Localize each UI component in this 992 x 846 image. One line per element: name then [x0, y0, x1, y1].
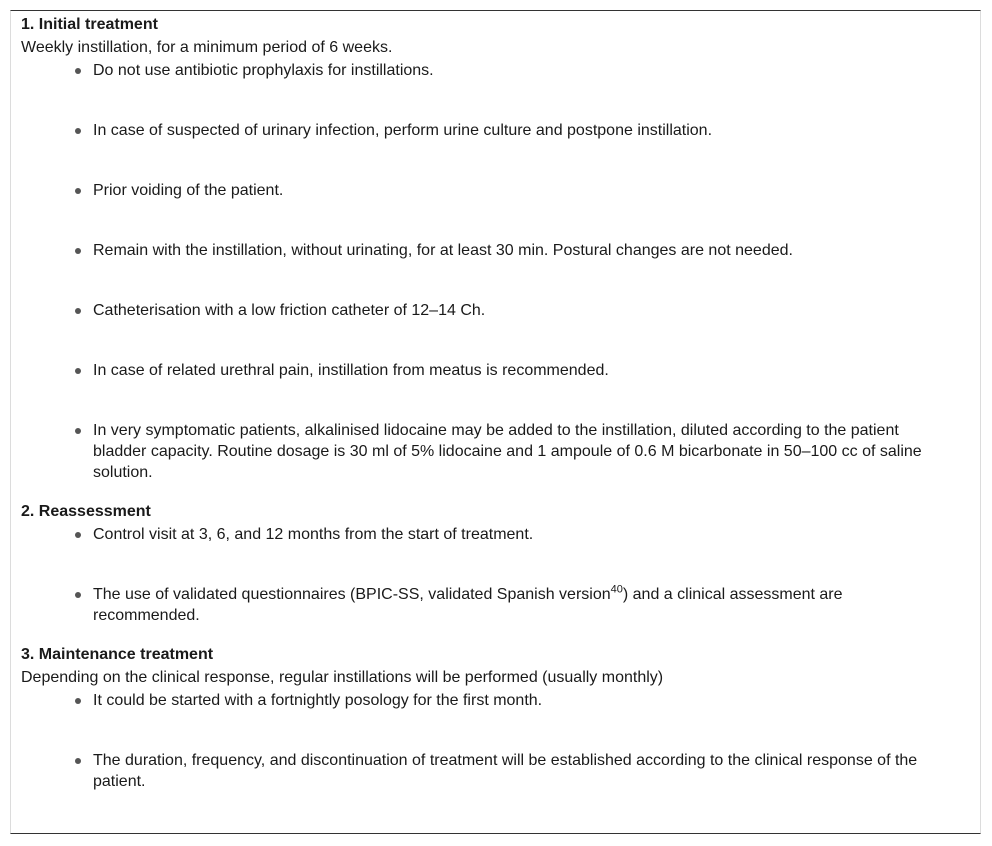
list-item: Catheterisation with a low friction catheter of 12–14 Ch.	[93, 300, 970, 360]
list-item: Do not use antibiotic prophylaxis for instillations.	[93, 60, 970, 120]
questionnaire-text-after: ) and a clinical assessment are recommended.	[93, 586, 843, 624]
maintenance-treatment-list	[21, 690, 970, 792]
list-item: The duration, frequency, and discontinuation of treatment will be established according to the clinical response of the patient.	[93, 750, 970, 792]
bullet-icon	[75, 592, 81, 598]
section-intro-maintenance-treatment: Depending on the clinical response, regular instillations will be performed (usually monthly)	[21, 669, 664, 686]
bullet-icon	[75, 68, 81, 74]
bullet-icon	[75, 248, 81, 254]
protocol-cell	[11, 11, 980, 792]
list-item: In case of suspected of urinary infection, perform urine culture and postpone instillation.	[93, 120, 970, 180]
bullet-icon	[75, 698, 81, 704]
questionnaire-text-before: The use of validated questionnaires (BPIC-SS, validated Spanish version	[93, 586, 611, 603]
section-heading-initial-treatment: 1. Initial treatment	[21, 16, 158, 33]
bullet-icon	[75, 428, 81, 434]
list-item: Control visit at 3, 6, and 12 months from the start of treatment.	[93, 524, 970, 584]
list-item: In very symptomatic patients, alkalinised lidocaine may be added to the instillation, diluted according to the patient bladder capacity. Routine dosage is 30 ml of 5% lidocaine and 1 ampoule of 0.6 M bicarbonate in 50–100 cc of saline solution.	[93, 420, 970, 501]
list-item: It could be started with a fortnightly posology for the first month.	[93, 690, 970, 750]
bullet-icon	[75, 758, 81, 764]
section-heading-maintenance-treatment: 3. Maintenance treatment	[21, 646, 214, 663]
initial-treatment-list	[21, 60, 970, 501]
bullet-icon	[75, 532, 81, 538]
list-item: Remain with the instillation, without urinating, for at least 30 min. Postural changes are not needed.	[93, 240, 970, 300]
protocol-table	[10, 10, 981, 834]
reassessment-list	[21, 524, 970, 644]
bullet-icon	[75, 128, 81, 134]
section-intro-initial-treatment: Weekly instillation, for a minimum period of 6 weeks.	[21, 39, 393, 56]
bullet-icon	[75, 188, 81, 194]
list-item: Prior voiding of the patient.	[93, 180, 970, 240]
section-heading-reassessment: 2. Reassessment	[21, 503, 151, 520]
bullet-icon	[75, 368, 81, 374]
list-item	[93, 584, 970, 644]
list-item: In case of related urethral pain, instillation from meatus is recommended.	[93, 360, 970, 420]
reference-superscript: 40	[610, 583, 623, 596]
bullet-icon	[75, 308, 81, 314]
